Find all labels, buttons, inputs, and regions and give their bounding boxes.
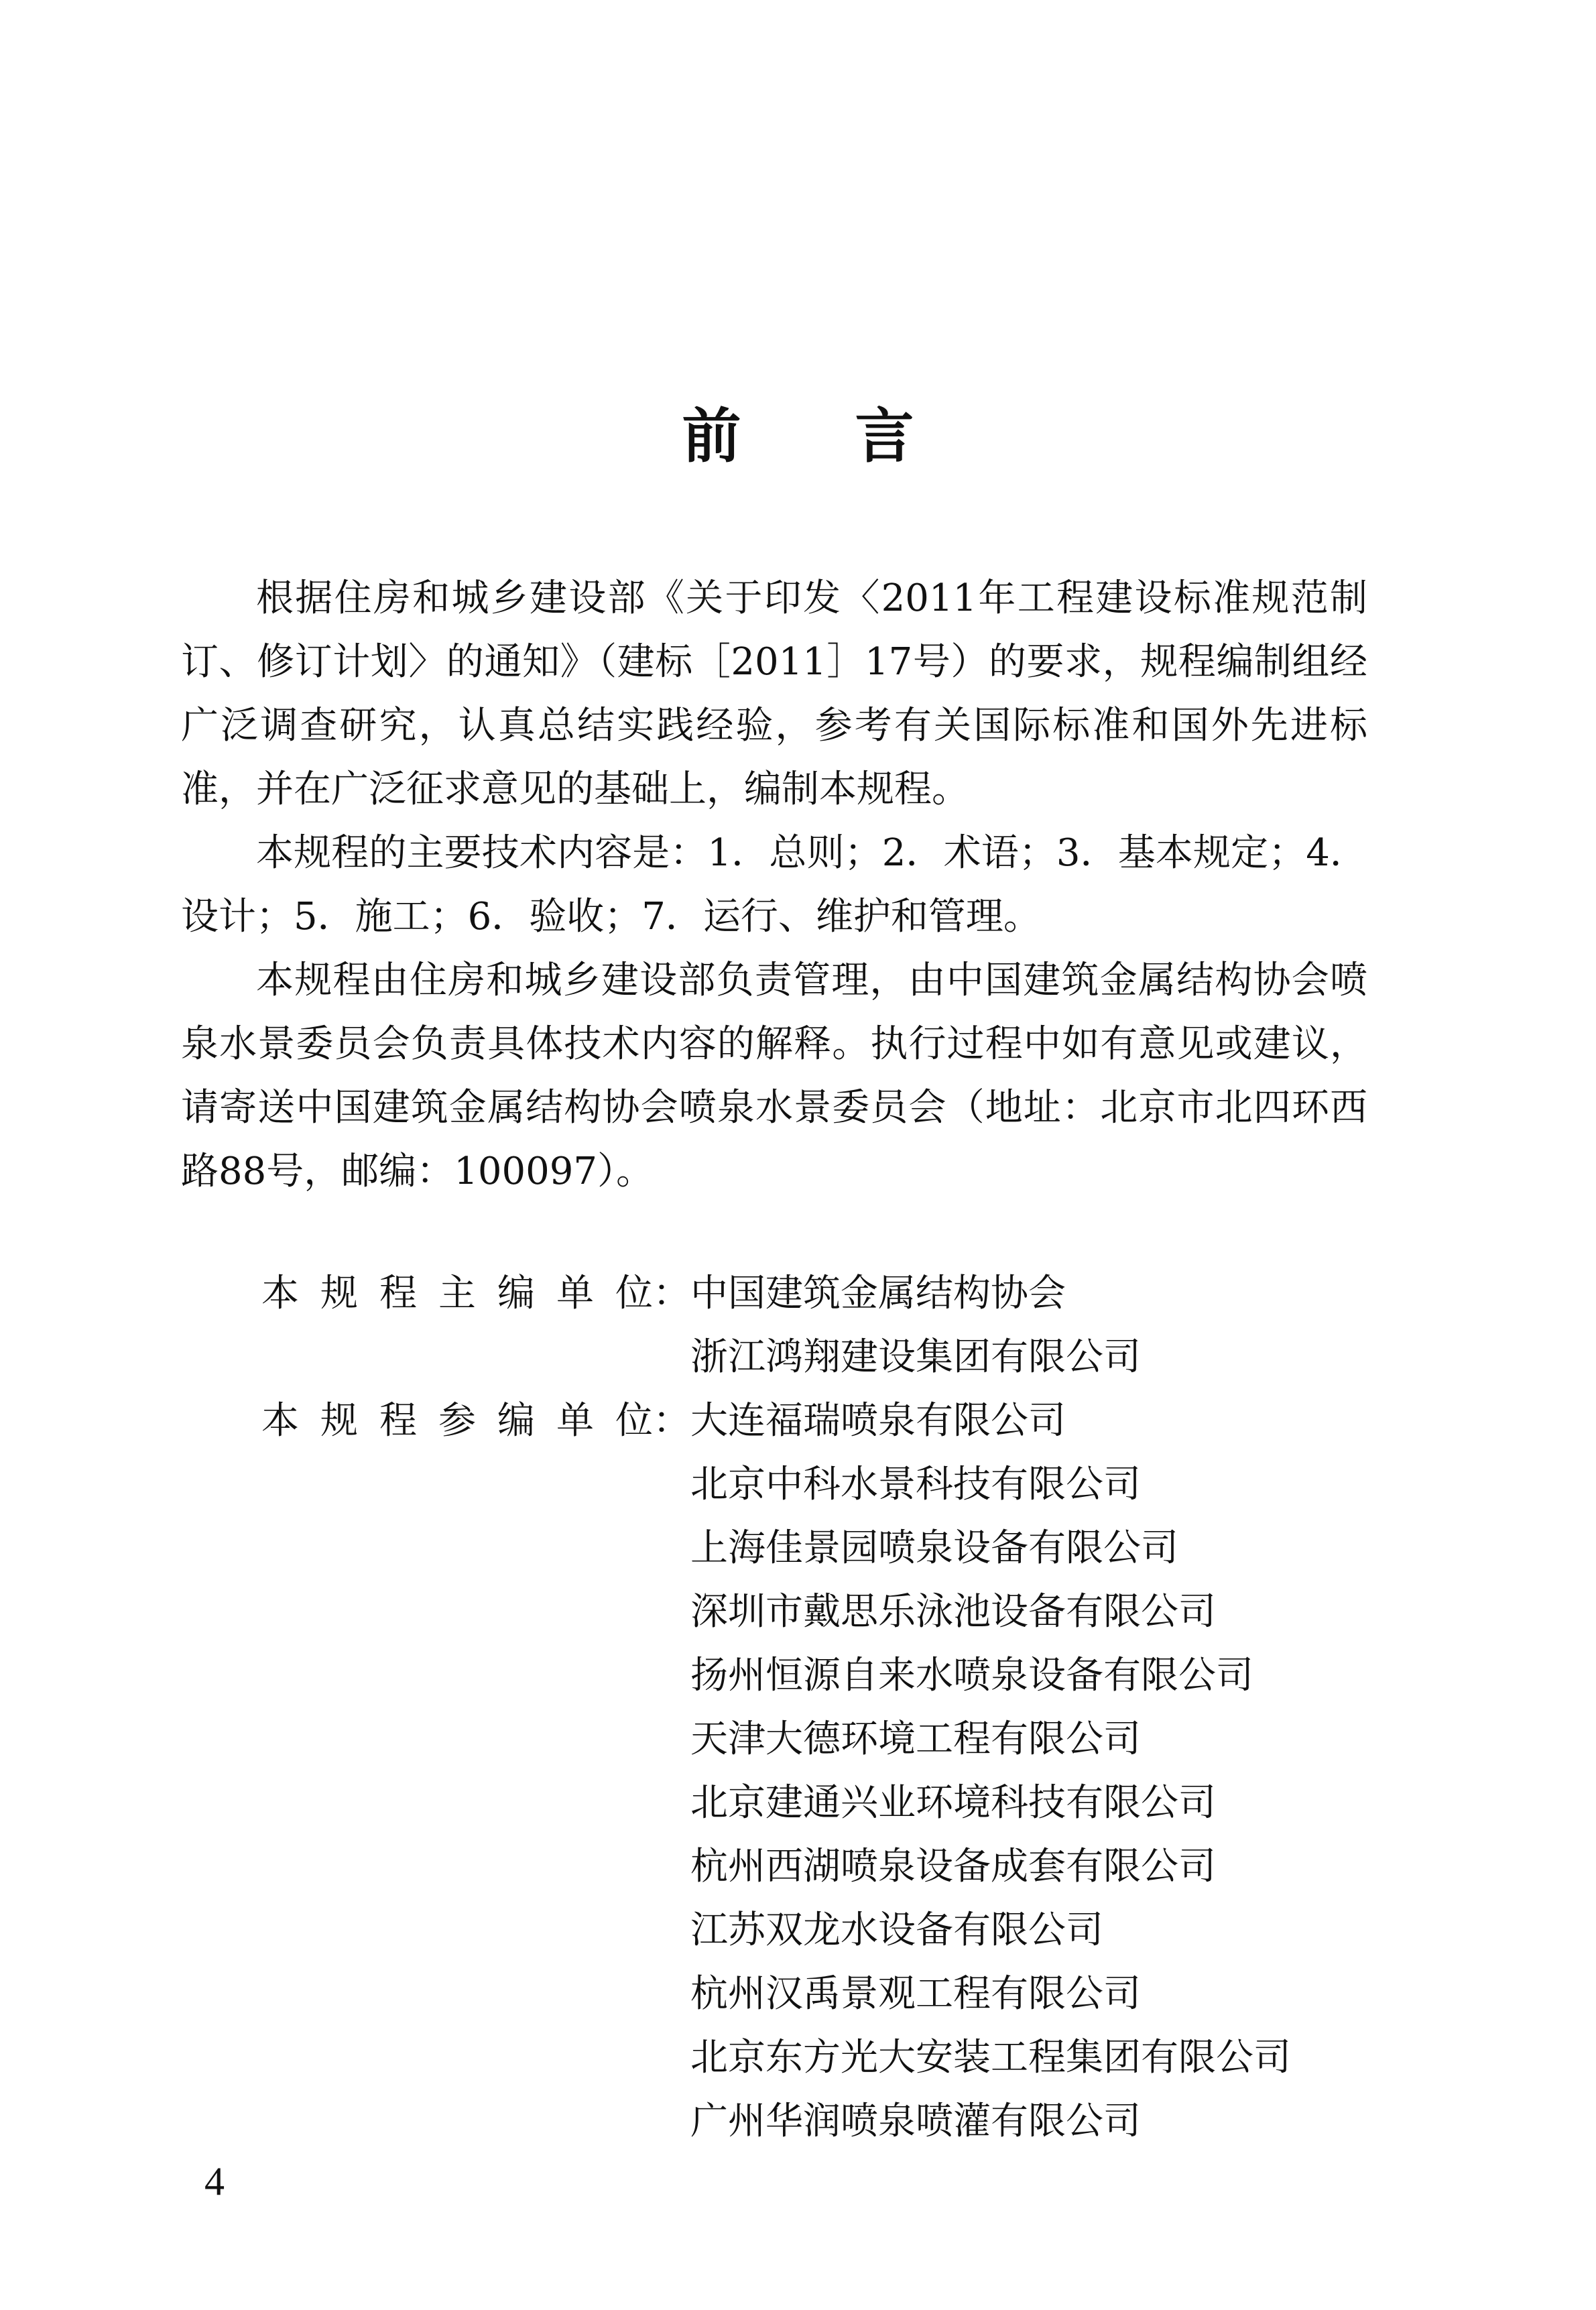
paragraph-basis: 根据住房和城乡建设部《关于印发〈2011年工程建设标准规范制订、修订计划〉的通知》（建标［2011］17号）的要求，规程编制组经广泛调查研究，认真总结实践经验，参考有关国际标准和国外先进标准，并在广泛征求意见的基础上，编制本规程。 — [181, 576, 1367, 811]
list-item: 深圳市戴思乐泳池设备有限公司 — [690, 1590, 1216, 1634]
chief-units-block — [261, 1262, 1141, 1389]
participating-units-list — [690, 1389, 1291, 2153]
title-char-1: 前 — [682, 401, 741, 471]
list-item: 天津大德环境工程有限公司 — [690, 1717, 1141, 1761]
title-char-2: 言 — [855, 401, 914, 471]
list-item: 杭州汉禹景观工程有限公司 — [690, 1972, 1141, 2016]
list-item: 杭州西湖喷泉设备成套有限公司 — [690, 1845, 1216, 1888]
chief-units-label: 本 规 程 主 编 单 位： — [261, 1272, 690, 1315]
participating-units-block — [261, 1389, 1291, 2153]
list-item: 江苏双龙水设备有限公司 — [690, 1908, 1103, 1952]
list-item: 北京东方光大安装工程集团有限公司 — [690, 2036, 1291, 2079]
list-item: 大连福瑞喷泉有限公司 — [690, 1399, 1066, 1443]
list-item: 上海佳景园喷泉设备有限公司 — [690, 1526, 1178, 1570]
preface-body — [181, 566, 1367, 1203]
list-item: 浙江鸿翔建设集团有限公司 — [690, 1335, 1141, 1379]
list-item: 中国建筑金属结构协会 — [690, 1272, 1066, 1315]
chief-units-list — [690, 1262, 1141, 1389]
list-item: 扬州恒源自来水喷泉设备有限公司 — [690, 1654, 1253, 1697]
participating-units-label: 本 规 程 参 编 单 位： — [261, 1399, 690, 1443]
paragraph-contents: 本规程的主要技术内容是：1．总则；2．术语；3．基本规定；4．设计；5．施工；6．验收；7．运行、维护和管理。 — [181, 831, 1367, 938]
page-number: 4 — [204, 2159, 225, 2203]
list-item: 北京中科水景科技有限公司 — [690, 1463, 1141, 1506]
list-item: 北京建通兴业环境科技有限公司 — [690, 1781, 1216, 1825]
paragraph-management: 本规程由住房和城乡建设部负责管理，由中国建筑金属结构协会喷泉水景委员会负责具体技术内容的解释。执行过程中如有意见或建议，请寄送中国建筑金属结构协会喷泉水景委员会（地址：北京市北四环西路88号，邮编：100097）。 — [181, 959, 1367, 1193]
page-title — [0, 396, 1596, 476]
list-item: 广州华润喷泉喷灌有限公司 — [690, 2100, 1141, 2143]
